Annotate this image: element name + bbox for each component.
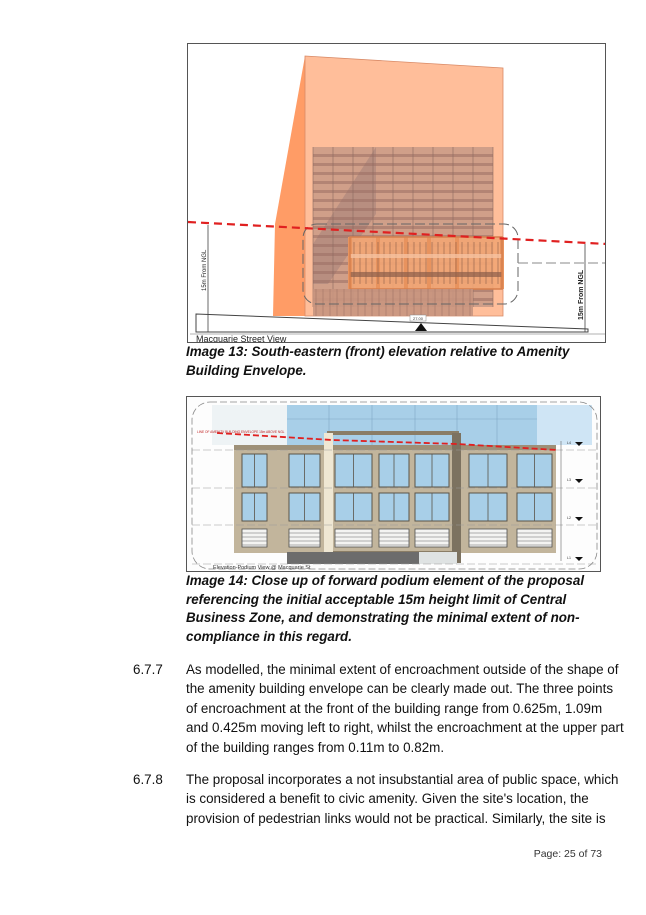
louvre-panel [242,529,267,547]
caption-line: compliance in this regard. [186,628,352,644]
podium-band [350,254,502,258]
podium-column [427,237,431,289]
podium-column [404,237,408,289]
level-tag: 27.00 [412,316,424,321]
envelope-label: LINE OF AMENITY BUILDING ENVELOPE 15m ABOVE NGL [197,430,285,434]
caption-line: Image 14: Close up of forward podium element of the proposal [186,573,585,588]
text-line: The proposal incorporates a not insubstantial area of public space, which [186,772,619,787]
text-line: provision of pedestrian links would not be practical. Similarly, the site is [186,810,606,826]
paragraph-text [186,770,619,828]
caption-line: Building Envelope. [186,362,307,378]
ground-line [196,314,588,332]
figure-image-14 [186,396,601,572]
louvre-panel [335,529,372,547]
louvre-panel [379,529,409,547]
podium-column [455,237,459,289]
tower-floor-band [313,163,493,166]
paragraph-text [186,660,624,757]
paragraph-number: 6.7.7 [133,662,163,677]
tower-floor-band [313,190,493,193]
image-14-caption [186,572,606,646]
level-marker-label: L3 [567,478,571,482]
tower-floor-band [313,226,493,229]
level-marker-label: L2 [567,516,571,520]
tower-floor-band [313,181,493,184]
level-marker-label: L1 [567,556,571,560]
louvre-panel [469,529,507,547]
tower-floor-band [313,208,493,211]
tower-floor-band [313,154,493,157]
image-13-caption [186,343,586,380]
text-line: of encroachment at the front of the building range from 0.625m, 1.09m [186,700,603,716]
elevation-drawing-macquarie [188,44,606,343]
text-line: of the building ranges from 0.11m to 0.82m. [186,739,445,755]
text-line: and 0.425m moving left to right, whilst the encroachment at the upper part [186,720,624,736]
louvre-panel [517,529,552,547]
podium-elevation-drawing [187,397,601,572]
figure-image-13 [187,43,606,343]
envelope-side-face [273,56,305,316]
left-dimension-label: 15m From NGL [202,249,208,291]
caption-line: referencing the initial acceptable 15m height limit of Central [186,591,567,607]
page-number: Page: 25 of 73 [533,848,602,860]
tower-floor-band [313,172,493,175]
tower-floor-band [313,217,493,220]
louvre-panel [415,529,449,547]
louvre-panel [289,529,320,547]
text-line: is considered a benefit to civic amenity. Given the site's location, the [186,791,589,807]
right-dimension-label: 15m From NGL [578,269,585,320]
text-line: As modelled, the minimal extent of encroachment outside of the shape of [186,662,619,677]
text-line: the amenity building envelope can be clearly made out. The three points [186,681,614,697]
view-label: Elevation-Podium View @ Macquarie St [213,565,311,571]
paragraph-number: 6.7.8 [133,772,163,787]
podium-band [350,272,502,277]
view-label: Macquarie Street View [196,334,287,344]
caption-line: Business Zone, and demonstrating the minimal extent of non- [186,610,580,625]
level-marker-label: L4 [567,441,571,445]
podium-frame [348,237,504,289]
caption-line: Image 13: South-eastern (front) elevation relative to Amenity [186,344,570,359]
tower-floor-band [313,199,493,202]
